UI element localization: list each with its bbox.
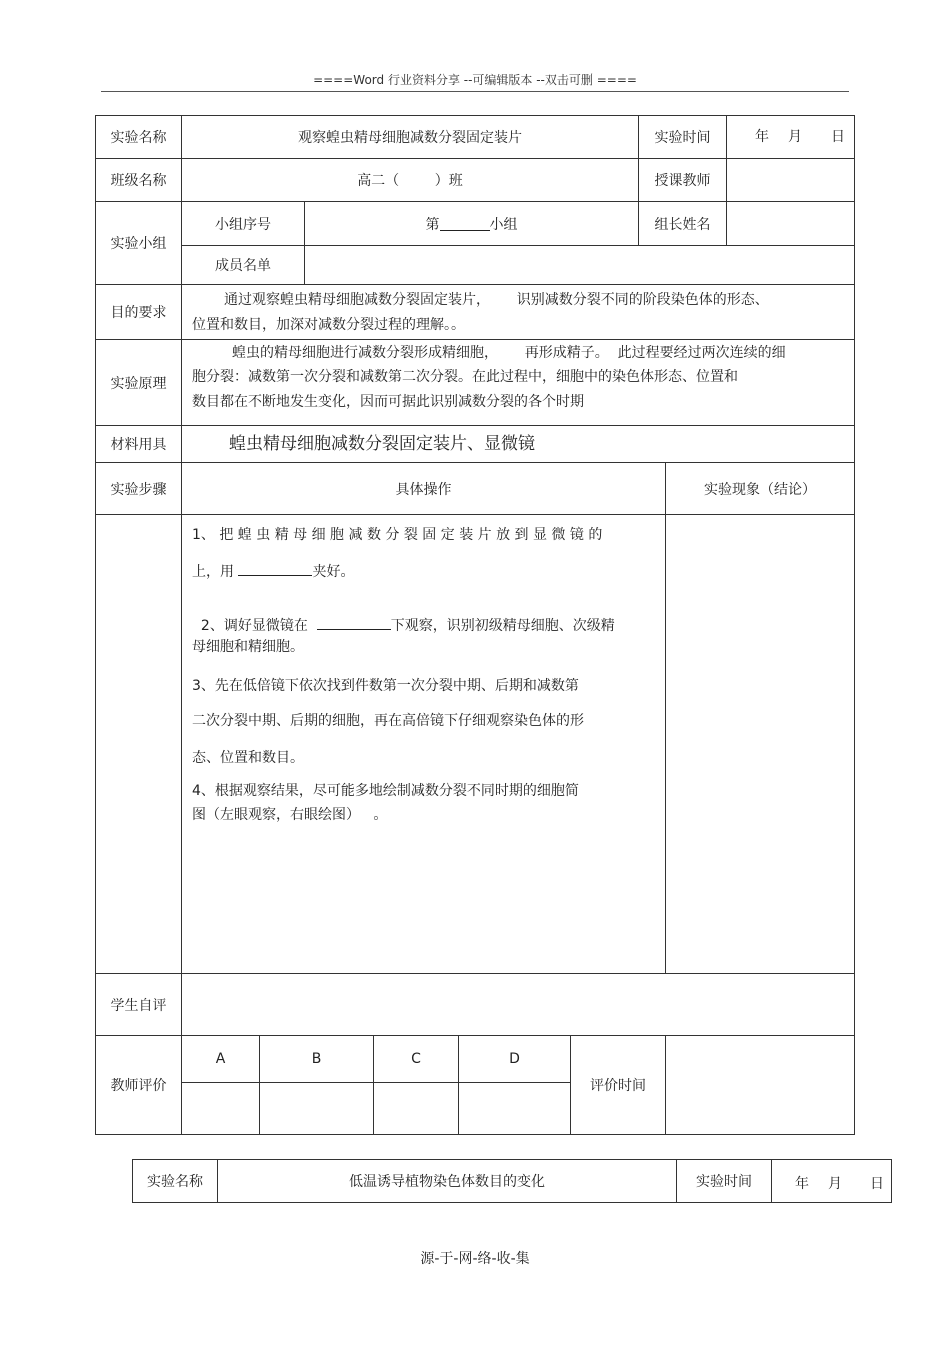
operation-label: 具体操作 (395, 481, 452, 498)
eval-time-label: 评价时间 (590, 1078, 646, 1094)
principle-label: 实验原理 (110, 375, 167, 392)
group-no-blank[interactable] (440, 216, 490, 231)
step1-pre: 上，用 (192, 564, 239, 580)
table-line (95, 339, 855, 340)
t2-date-year: 年 (795, 1176, 809, 1192)
step1-line-1: 1、 把 蝗 虫 精 母 细 胞 减 数 分 裂 固 定 装 片 放 到 显 微 镜 的 (192, 527, 603, 543)
step3-line-1: 3、先在低倍镜下依次找到件数第一次分裂中期、后期和减数第 (192, 678, 579, 694)
principle-line-2: 胞分裂：减数第一次分裂和减数第二次分裂。在此过程中，细胞中的染色体形态、位置和 (192, 369, 738, 385)
table-line (665, 462, 666, 973)
page-footer: 源-于-网-络-收-集 (420, 1251, 530, 1267)
table-line (771, 1159, 772, 1203)
exp-name-label: 实验名称 (110, 130, 167, 146)
group-no-value (305, 202, 638, 245)
step2-blank[interactable] (317, 615, 391, 630)
t2-exp-name-value: 低温诱导植物染色体数目的变化 (349, 1174, 545, 1190)
t2-date-month: 月 (828, 1176, 842, 1192)
principle-line-1: 蝗虫的精母细胞进行减数分裂形成精细胞， 再形成精子。 此过程要经过两次连续的细 (232, 345, 786, 361)
step3-line-3: 态、位置和数目。 (192, 750, 304, 766)
table-line (132, 1202, 892, 1203)
step3-line-2: 二次分裂中期、后期的细胞，再在高倍镜下仔细观察染色体的形 (192, 713, 584, 729)
table-line (95, 425, 855, 426)
grade-d: D (509, 1051, 520, 1067)
table-line (891, 1159, 892, 1203)
phenomenon-label: 实验现象（结论） (704, 481, 816, 498)
leader-label: 组长姓名 (654, 216, 711, 233)
step1-blank[interactable] (238, 561, 312, 576)
date-day: 日 (831, 129, 845, 145)
date-year: 年 (755, 129, 769, 145)
table-line (854, 115, 855, 1135)
principle-line-3: 数目都在不断地发生变化，因而可据此识别减数分裂的各个时期 (192, 394, 584, 410)
header-rule (101, 91, 849, 92)
class-value: 高二（ ）班 (357, 173, 463, 189)
table-line (95, 514, 855, 515)
exp-time-label: 实验时间 (654, 130, 711, 146)
goal-label: 目的要求 (110, 305, 167, 321)
teacher-label: 授课教师 (654, 173, 711, 189)
step2-line-1 (192, 599, 615, 635)
goal-line-2: 位置和数目，加深对减数分裂过程的理解。。 (192, 317, 465, 333)
self-eval-label: 学生自评 (110, 997, 167, 1014)
materials-label: 材料用具 (110, 437, 167, 453)
t2-date-day: 日 (870, 1176, 884, 1192)
group-no-suffix: 小组 (489, 216, 518, 233)
group-label: 实验小组 (110, 236, 167, 252)
group-no-label: 小组序号 (215, 216, 271, 233)
grade-a: A (215, 1051, 226, 1067)
step2-pre: 2、调好显微镜在 (200, 618, 317, 634)
table-line (182, 1082, 570, 1083)
step1-line-2 (192, 561, 354, 581)
steps-label: 实验步骤 (110, 481, 167, 498)
grade-b: B (311, 1051, 322, 1067)
teacher-eval-label: 教师评价 (110, 1078, 167, 1094)
goal-line-1: 通过观察蝗虫精母细胞减数分裂固定装片， 识别减数分裂不同的阶段染色体的形态、 (224, 292, 769, 308)
step2-line-2: 母细胞和精细胞。 (192, 639, 304, 655)
class-label: 班级名称 (110, 173, 167, 189)
table-line (95, 284, 855, 285)
t2-exp-time-label: 实验时间 (696, 1174, 752, 1190)
page-header: ====Word 行业资料分享 --可编辑版本 --双击可删 ==== (313, 73, 637, 87)
table-line (95, 1134, 855, 1135)
t2-exp-name-label: 实验名称 (147, 1174, 203, 1190)
table-line (665, 1035, 666, 1134)
step4-line-2: 图（左眼观察，右眼绘图） 。 (192, 807, 388, 823)
date-month: 月 (788, 129, 802, 145)
step1-post: 夹好。 (312, 564, 355, 580)
group-no-prefix: 第 (425, 216, 440, 233)
grade-c: C (411, 1051, 421, 1067)
members-label: 成员名单 (215, 258, 271, 274)
step4-line-1: 4、根据观察结果，尽可能多地绘制减数分裂不同时期的细胞简 (192, 783, 579, 799)
table-line (95, 973, 855, 974)
table-line (726, 115, 727, 245)
exp-name-value: 观察蝗虫精母细胞减数分裂固定装片 (298, 130, 522, 146)
materials-value: 蝗虫精母细胞减数分裂固定装片、显微镜 (229, 434, 535, 454)
step2-post: 下观察，识别初级精母细胞、次级精 (390, 618, 615, 634)
